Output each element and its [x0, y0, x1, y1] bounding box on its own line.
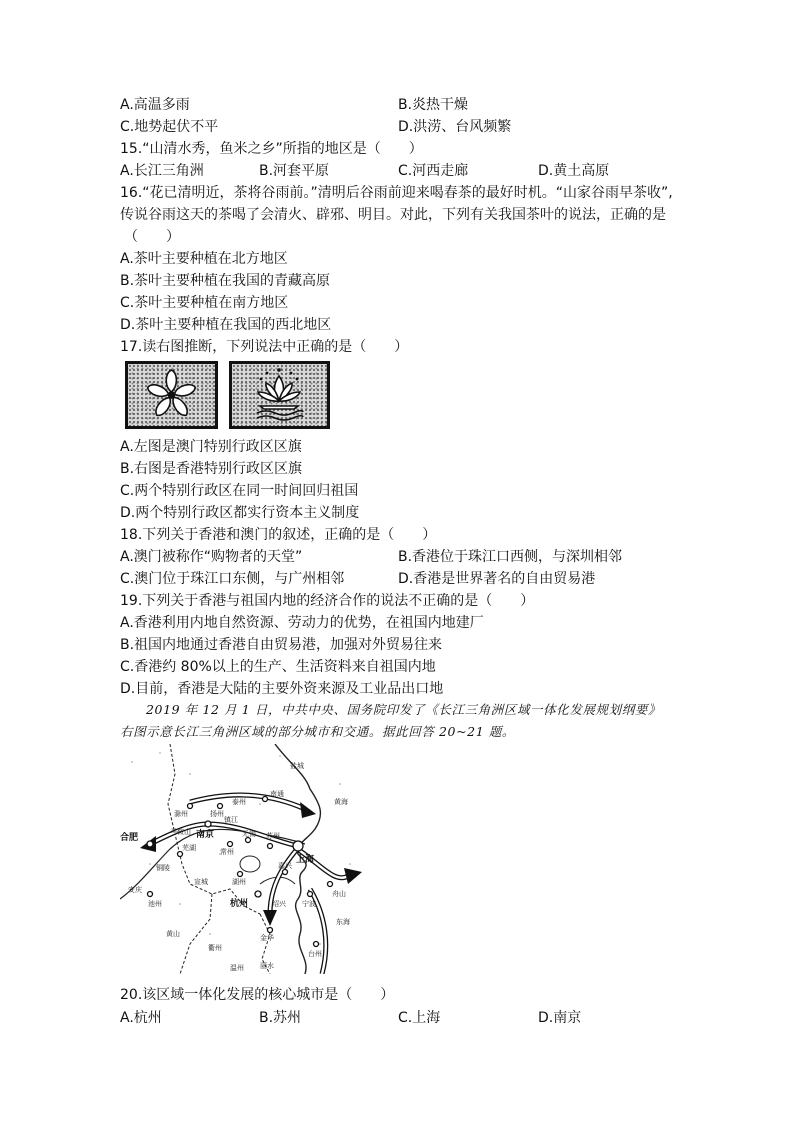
- q16-option-d: D.茶叶主要种植在我国的西北地区: [120, 317, 332, 333]
- map-label-xuancheng: 宣城: [194, 878, 208, 886]
- q15-option-b: B.河套平原: [259, 163, 330, 179]
- map-label-chizhou: 池州: [148, 900, 162, 908]
- map-label-tongling: 铜陵: [156, 864, 170, 872]
- q18-option-b: B.香港位于珠江口西侧，与深圳相邻: [398, 549, 623, 565]
- q20-option-d: D.南京: [538, 1010, 582, 1026]
- q14-option-c: C.地势起伏不平: [120, 119, 219, 135]
- q14-option-d: D.洪涝、台风频繁: [398, 119, 512, 135]
- q17-option-d: D.两个特别行政区都实行资本主义制度: [120, 505, 360, 521]
- lotus-flower-icon: [232, 364, 327, 426]
- q14-option-b: B.炎热干燥: [398, 97, 469, 113]
- q20-option-b: B.苏州: [259, 1010, 302, 1026]
- map-label-wuhu: 芜湖: [182, 844, 196, 852]
- map-label-wuxi: 无锡: [242, 830, 256, 838]
- map-label-suzhou: 苏州: [266, 832, 280, 840]
- macao-flag-image: [229, 361, 330, 429]
- q17-option-c: C.两个特别行政区在同一时间回归祖国: [120, 483, 359, 499]
- bauhinia-flower-icon: [128, 364, 215, 426]
- map-label-nanjing: 南京: [196, 830, 215, 840]
- q16-stem-line3: （ ）: [124, 229, 180, 245]
- map-label-yancheng: 盐城: [290, 762, 304, 770]
- map-label-huanghai: 黄海: [334, 798, 348, 806]
- yangtze-delta-map: [120, 744, 368, 974]
- map-label-hefei: 合肥: [120, 833, 139, 843]
- q18-option-a: A.澳门被称作“购物者的天堂”: [120, 549, 303, 565]
- map-label-jinhua: 金华: [260, 934, 274, 942]
- q16-stem-line2: 传说谷雨这天的茶喝了会清火、辟邪、明目。对此，下列有关我国茶叶的说法，正确的是: [120, 207, 666, 223]
- q18-stem: 18.下列关于香港和澳门的叙述，正确的是（ ）: [120, 527, 437, 543]
- q15-option-d: D.黄土高原: [538, 163, 610, 179]
- q20-option-c: C.上海: [398, 1010, 441, 1026]
- map-label-taizhou-south: 台州: [308, 950, 322, 958]
- q15-stem: 15.“山清水秀，鱼米之乡”所指的地区是（ ）: [120, 141, 423, 157]
- map-label-maanshan: 马鞍山: [170, 828, 191, 836]
- map-label-jiaxing: 嘉兴: [278, 862, 292, 870]
- q15-option-a: A.长江三角洲: [120, 163, 204, 179]
- q20-intro-line1: 2019 年 12 月 1 日，中共中央、国务院印发了《长江三角洲区域一体化发展规划纲要》: [146, 702, 662, 717]
- hong-kong-flag-image: [125, 361, 218, 429]
- map-label-wenzhou: 温州: [230, 964, 244, 972]
- map-label-taizhou-north: 泰州: [232, 798, 246, 806]
- map-label-huzhou: 湖州: [232, 878, 246, 886]
- q16-option-a: A.茶叶主要种植在北方地区: [120, 251, 288, 267]
- map-label-shaoxing: 绍兴: [272, 900, 286, 908]
- q20-option-a: A.杭州: [120, 1010, 162, 1026]
- map-label-hangzhou: 杭州: [230, 899, 249, 909]
- q17-stem: 17.读右图推断，下列说法中正确的是（ ）: [120, 339, 409, 355]
- q15-option-c: C.河西走廊: [398, 163, 469, 179]
- q19-option-a: A.香港利用内地自然资源、劳动力的优势，在祖国内地建厂: [120, 615, 484, 631]
- q18-option-d: D.香港是世界著名的自由贸易港: [398, 571, 596, 587]
- q16-stem-line1: 16.“花已清明近，茶将谷雨前。”清明后谷雨前迎来喝春茶的最好时机。“山家谷雨早茶收”,: [120, 185, 673, 201]
- map-label-quzhou: 衢州: [208, 944, 222, 952]
- q19-option-d: D.目前，香港是大陆的主要外资来源及工业品出口地: [120, 681, 444, 697]
- map-label-yangzhou: 扬州: [210, 810, 224, 818]
- q19-option-c: C.香港约 80%以上的生产、生活资料来自祖国内地: [120, 659, 436, 675]
- map-label-lishui: 丽水: [260, 962, 274, 970]
- map-label-ningbo: 宁波: [302, 900, 316, 908]
- q19-option-b: B.祖国内地通过香港自由贸易港，加强对外贸易往来: [120, 637, 443, 653]
- q17-option-b: B.右图是香港特别行政区区旗: [120, 461, 303, 477]
- map-label-anqing: 安庆: [128, 886, 142, 894]
- map-label-zhenjiang: 镇江: [224, 816, 238, 824]
- map-label-chuzhou: 滁州: [174, 810, 188, 818]
- q14-option-a: A.高温多雨: [120, 97, 190, 113]
- q16-option-c: C.茶叶主要种植在南方地区: [120, 295, 289, 311]
- q16-option-b: B.茶叶主要种植在我国的青藏高原: [120, 273, 331, 289]
- map-label-huangshan: 黄山: [166, 930, 180, 938]
- map-label-nantong: 南通: [270, 790, 284, 798]
- q19-stem: 19.下列关于香港与祖国内地的经济合作的说法不正确的是（ ）: [120, 593, 535, 609]
- map-label-donghai: 东海: [336, 918, 350, 926]
- q18-option-c: C.澳门位于珠江口东侧，与广州相邻: [120, 571, 345, 587]
- q20-intro-line2: 右图示意长江三角洲区域的部分城市和交通。据此回答 20~21 题。: [120, 724, 516, 739]
- q17-option-a: A.左图是澳门特别行政区区旗: [120, 439, 302, 455]
- map-label-changzhou: 常州: [220, 848, 234, 856]
- q20-stem: 20.该区域一体化发展的核心城市是（ ）: [120, 987, 395, 1003]
- map-label-shanghai: 上海: [296, 855, 315, 865]
- map-label-zhoushan: 舟山: [332, 890, 346, 898]
